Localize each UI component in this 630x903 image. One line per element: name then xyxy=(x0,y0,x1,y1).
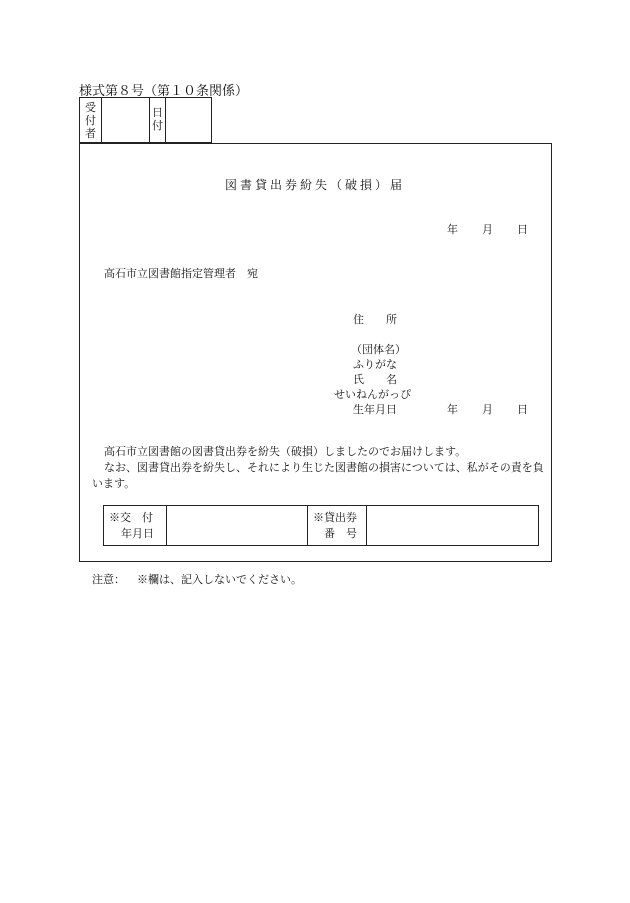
reception-box xyxy=(79,97,212,143)
address-label: 住 所 xyxy=(353,313,397,326)
card-number-field[interactable] xyxy=(367,506,538,545)
footnote-label: 注意： xyxy=(92,573,125,586)
date-year-label: 年 xyxy=(447,223,458,236)
issue-date-field[interactable] xyxy=(167,506,308,545)
date-label: 日 付 xyxy=(152,106,163,132)
office-use-table xyxy=(103,505,539,546)
addressee: 高石市立図書館指定管理者 宛 xyxy=(104,267,258,280)
form-reference: 様式第８号（第１０条関係） xyxy=(79,84,249,99)
date-label-cell xyxy=(150,98,166,142)
document-title: 図書貸出券紛失（破損）届 xyxy=(224,178,405,192)
birth-month-label: 月 xyxy=(482,403,493,416)
birth-furigana-label: せいねんがっぴ xyxy=(334,388,411,401)
date-month-label: 月 xyxy=(482,223,493,236)
group-name-label: （団体名） xyxy=(351,343,406,356)
issue-date-label-1: ※交 付 xyxy=(109,511,153,524)
footnote-text: ※欄は、記入しないでください。 xyxy=(137,573,302,586)
issue-date-label-cell xyxy=(104,506,167,545)
date-field[interactable] xyxy=(166,98,211,142)
issue-date-label-2: 年月日 xyxy=(121,527,154,540)
date-day-label: 日 xyxy=(517,223,528,236)
footnote xyxy=(92,571,302,587)
received-by-label-cell xyxy=(80,98,102,142)
birth-year-label: 年 xyxy=(447,403,458,416)
notice-line-1: 高石市立図書館の図書貸出券を紛失（破損）しましたのでお届けします。 xyxy=(104,445,467,458)
card-number-label-2: 番 号 xyxy=(324,527,357,540)
card-number-label-cell xyxy=(308,506,367,545)
received-by-field[interactable] xyxy=(102,98,150,142)
name-label: 氏 名 xyxy=(353,373,397,386)
birth-day-label: 日 xyxy=(517,403,528,416)
card-number-label-1: ※貸出券 xyxy=(313,511,357,524)
received-by-label: 受 付 者 xyxy=(85,101,96,140)
form-frame xyxy=(79,143,552,562)
birth-date-label: 生年月日 xyxy=(353,403,397,416)
furigana-label: ふりがな xyxy=(353,358,397,371)
notice-line-2: なお、図書貸出券を紛失し、それにより生じた図書館の損害については、私がその責を負います。 xyxy=(92,461,544,490)
